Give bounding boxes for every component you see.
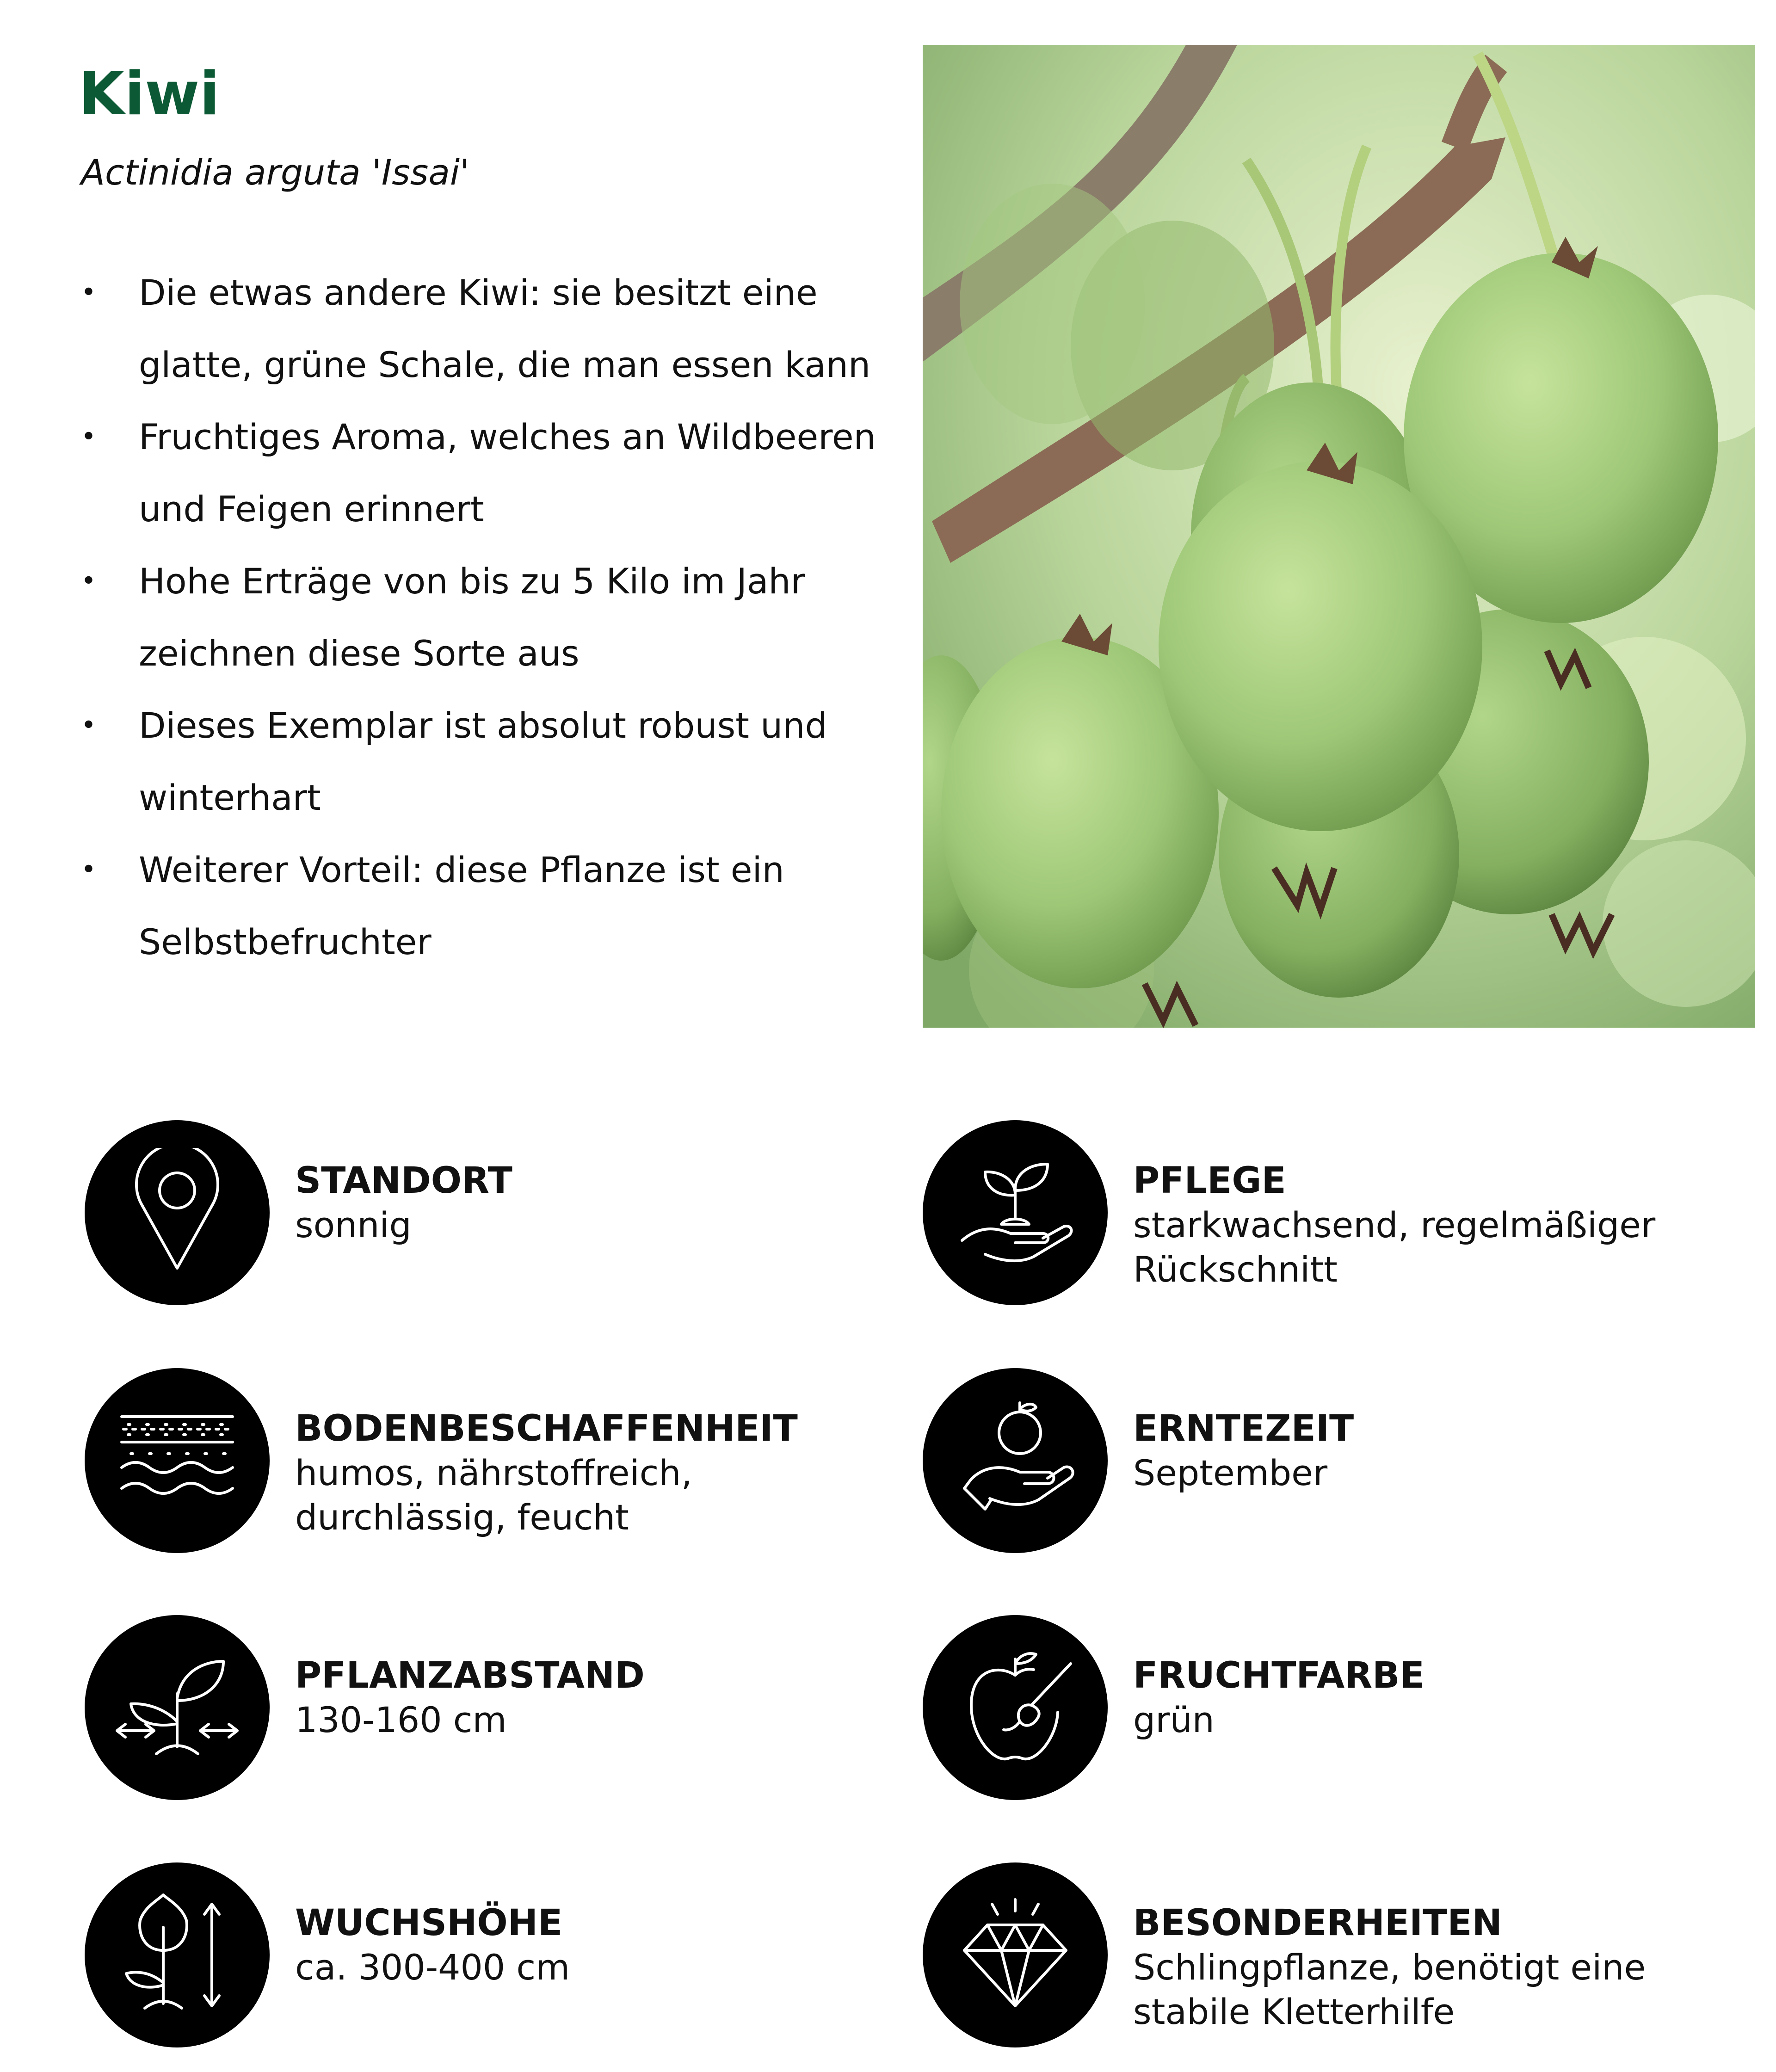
attr-value: sonnig <box>295 1204 412 1246</box>
feature-item: • Die etwas andere Kiwi: sie besitzt eine glatte, grüne Schale, die man essen kann <box>81 257 904 401</box>
feature-item: • Hohe Erträge von bis zu 5 Kilo im Jahr zeichnen diese Sorte aus <box>81 545 904 690</box>
attr-label: WUCHSHÖHE <box>295 1902 563 1944</box>
attr-erntezeit <box>923 1368 1755 1553</box>
attr-label: PFLEGE <box>1133 1160 1286 1202</box>
attr-pflanzabstand <box>85 1615 917 1800</box>
feature-item: • Dieses Exemplar ist absolut robust und winterhart <box>81 690 904 834</box>
feature-list <box>81 257 904 978</box>
feature-item: • Fruchtiges Aroma, welches an Wildbeeren und Feigen erinnert <box>81 401 904 545</box>
attr-value: humos, nährstoffreich, durchlässig, feucht <box>295 1452 692 1538</box>
harvest-hand-icon <box>923 1368 1108 1553</box>
product-title: Kiwi <box>79 60 220 129</box>
attr-label: ERNTEZEIT <box>1133 1408 1354 1449</box>
attr-label: FRUCHTFARBE <box>1133 1655 1424 1696</box>
attr-besonderheiten <box>923 1862 1755 2047</box>
attr-value: starkwachsend, regelmäßiger Rückschnitt <box>1133 1204 1656 1290</box>
attr-label: BODENBESCHAFFENHEIT <box>295 1408 798 1449</box>
diamond-icon <box>923 1862 1108 2047</box>
kiwi-berries-photo <box>923 45 1755 1028</box>
attr-bodenbeschaffenheit <box>85 1368 917 1553</box>
attr-standort <box>85 1120 917 1305</box>
attr-wuchshoehe <box>85 1862 917 2047</box>
attr-fruchtfarbe <box>923 1615 1755 1800</box>
botanical-name: Actinidia arguta 'Issai' <box>81 152 469 193</box>
attr-value: September <box>1133 1452 1328 1493</box>
plant-spacing-icon <box>85 1615 270 1800</box>
attr-value: grün <box>1133 1699 1215 1740</box>
attr-value: Schlingpflanze, benötigt eine stabile Kletterhilfe <box>1133 1946 1646 2032</box>
attr-pflege <box>923 1120 1755 1305</box>
attr-label: BESONDERHEITEN <box>1133 1902 1502 1944</box>
seedling-hand-icon <box>923 1120 1108 1305</box>
apple-brush-icon <box>923 1615 1108 1800</box>
plant-height-icon <box>85 1862 270 2047</box>
feature-item: • Weiterer Vorteil: diese Pflanze ist ein Selbstbefruchter <box>81 834 904 978</box>
soil-layers-icon <box>85 1368 270 1553</box>
attr-label: PFLANZABSTAND <box>295 1655 645 1696</box>
attr-label: STANDORT <box>295 1160 512 1202</box>
location-pin-icon <box>85 1120 270 1305</box>
attr-value: ca. 300-400 cm <box>295 1946 570 1988</box>
attr-value: 130-160 cm <box>295 1699 507 1740</box>
